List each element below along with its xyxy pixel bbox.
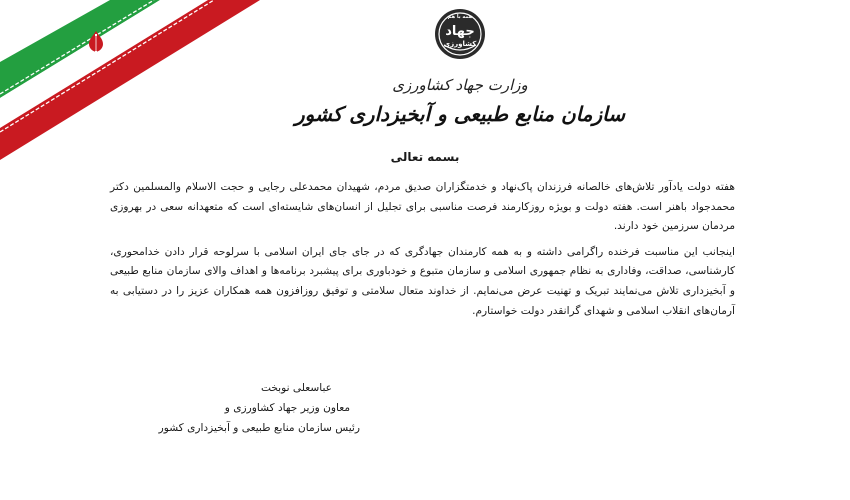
letter-body	[110, 178, 735, 327]
signature-block	[100, 378, 360, 438]
jihad-keshavarzi-logo-icon	[434, 8, 486, 60]
signatory-title-line2: رئیس سازمان منابع طبیعی و آبخیزداری کشور	[158, 422, 360, 434]
signatory-title-line1: معاون وزیر جهاد کشاورزی و	[224, 402, 350, 414]
letterhead	[270, 8, 650, 126]
organization-name: سازمان منابع طبیعی و آبخیزداری کشور	[294, 102, 626, 126]
logo-main-text: جهاد	[445, 24, 475, 39]
logo-small-text: همه با هم	[447, 14, 473, 20]
basmala-heading: بسمه تعالی	[390, 150, 460, 164]
iran-flag-banner	[0, 0, 260, 160]
logo-sub-text: کشاورزی	[443, 40, 477, 48]
letter-paragraph: اینجانب این مناسبت فرخنده راگرامی داشته و به همه کارمندان جهادگری که در جای جای ایران اسلامی با سرلوحه قرار دادن خدامحوری، کارشناسی، صداقت، وفاداری به نظام جمهوری اسلامی و سازمان متبوع و خودباوری برای پیشبرد برنامه‌ها و اهداف والای سازمان منابع طبیعی و آبخیزداری تلاش می‌نمایند تبریک و تهنیت عرض می‌نمایم. از خداوند متعال سلامتی و توفیق روزافزون همه همکاران عزیز را در دستیابی به آرمان‌های انقلاب اسلامی و شهدای گرانقدر دولت خواستارم.	[110, 245, 735, 317]
ministry-name: وزارت جهاد کشاورزی	[392, 76, 528, 94]
letter-paragraph: هفته دولت یادآور تلاش‌های خالصانه فرزندان پاک‌نهاد و خدمتگزاران صدیق مردم، شهیدان محمدعلی رجایی و حجت الاسلام والمسلمین دکتر محمدجواد باهنر است. هفته دولت و بویژه روزکارمند فرصت مناسبی برای تجلیل از انسان‌های شایسته‌ای است که متعهدانه سعی در بهروزی مردمان سرزمین خود دارند.	[110, 181, 735, 233]
signatory-name: عباسعلی نوبخت	[260, 382, 332, 394]
